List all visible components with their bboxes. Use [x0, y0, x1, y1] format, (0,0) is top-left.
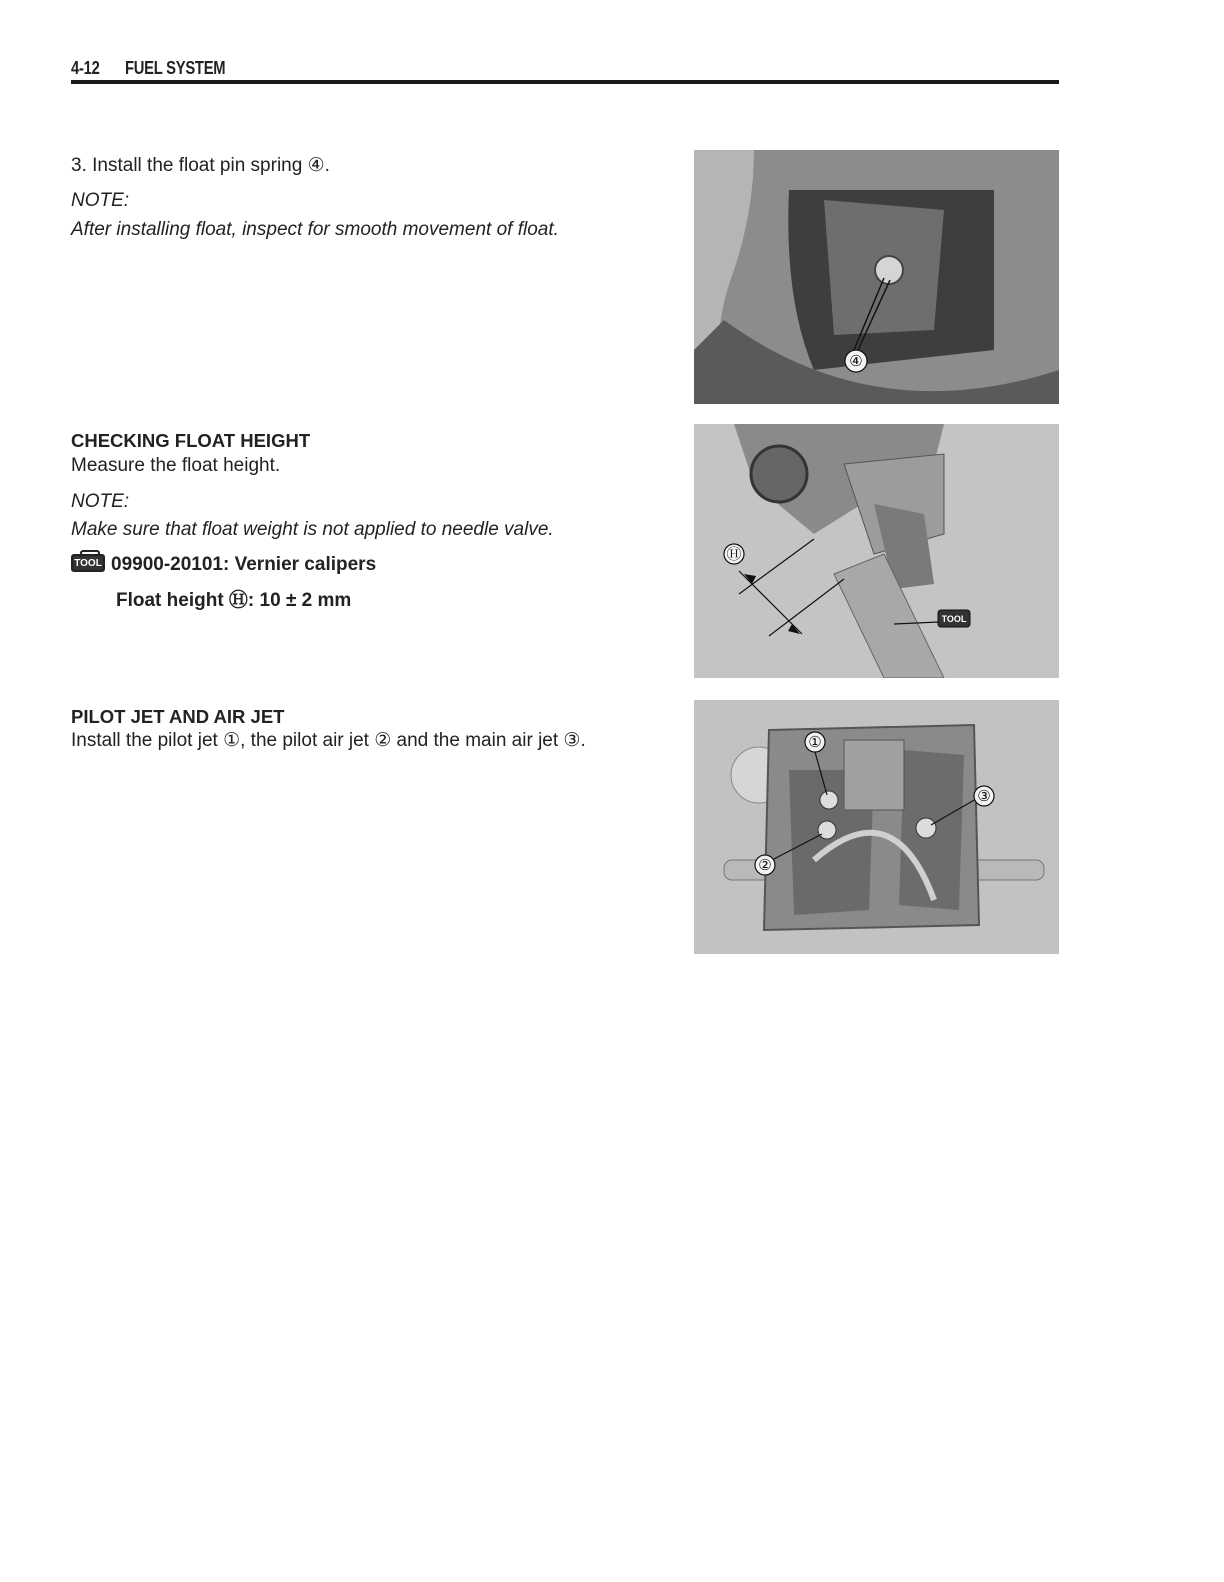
note-text-2: Make sure that float weight is not applied to needle valve. [71, 519, 554, 540]
callout-h: Ⓗ [726, 545, 742, 563]
special-tool-line [71, 553, 376, 577]
chapter-title: FUEL SYSTEM [125, 58, 226, 78]
note-text-1: After installing float, inspect for smooth movement of float. [71, 219, 559, 240]
jets-instruction: Install the pilot jet ①, the pilot air jet ② and the main air jet ③. [71, 730, 586, 751]
section-heading-jets: PILOT JET AND AIR JET [71, 706, 285, 727]
step-3-text: 3. Install the float pin spring ④. [71, 155, 330, 176]
float-height-instruction: Measure the float height. [71, 455, 281, 476]
photo-float-height [694, 424, 1059, 678]
special-tool-text: 09900-20101: Vernier calipers [111, 554, 377, 575]
photo-tool-label: TOOL [941, 614, 967, 624]
photo-float-pin-spring [694, 150, 1059, 404]
note-label-1: NOTE: [71, 190, 130, 211]
header-rule [71, 80, 1059, 84]
page-header [71, 56, 1059, 86]
callout-4: ④ [849, 352, 863, 370]
page-number: 4-12 [71, 58, 100, 78]
tool-icon: TOOL [71, 554, 105, 572]
float-height-spec: Float height Ⓗ: 10 ± 2 mm [116, 590, 352, 611]
callout-2: ② [758, 856, 772, 874]
callout-1: ① [808, 733, 822, 751]
photo-jets [694, 700, 1059, 954]
callout-3: ③ [977, 787, 991, 805]
section-heading-float-height: CHECKING FLOAT HEIGHT [71, 430, 311, 451]
note-label-2: NOTE: [71, 491, 130, 512]
